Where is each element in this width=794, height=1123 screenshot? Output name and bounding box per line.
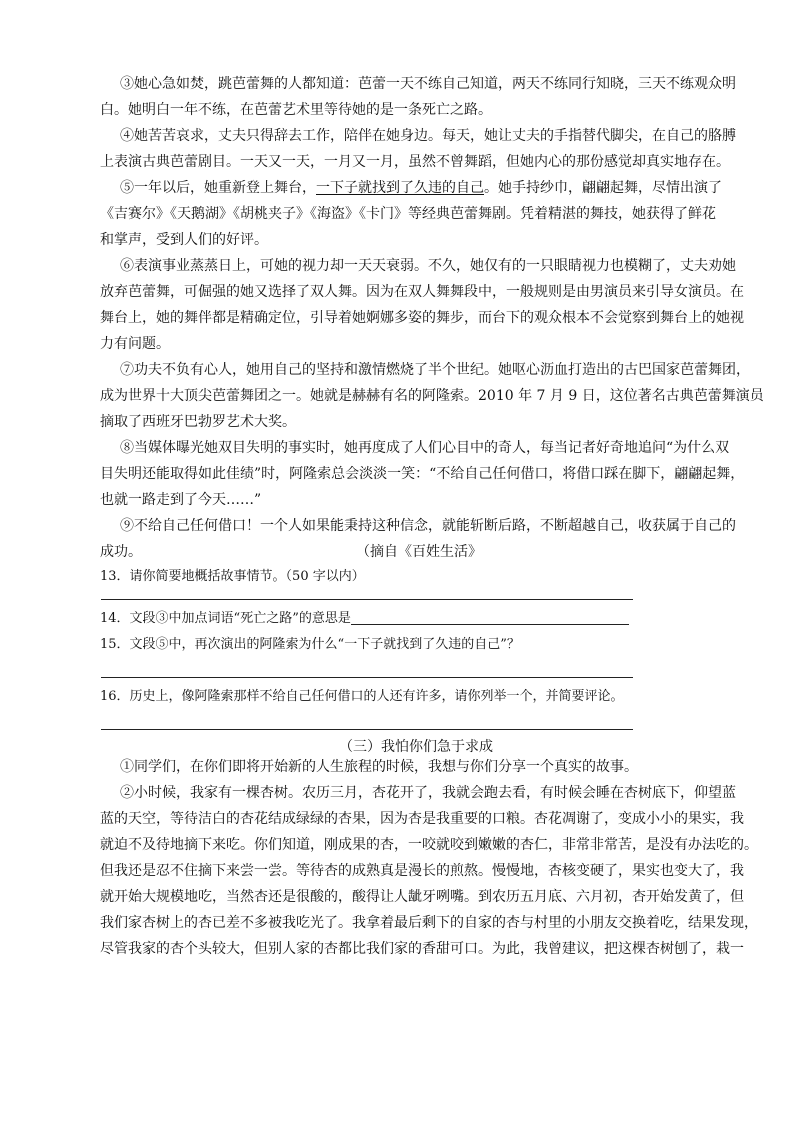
p5-text-a: ⑤一年以后，她重新登上舞台， [120, 180, 316, 196]
question-16: 16．历史上，像阿隆索那样不给自己任何借口的人还有许多，请你列举一个，并简要评论。 [100, 689, 624, 704]
p6-line-3: 舞台上，她的舞伴都是精确定位，引导着她婀娜多姿的舞步，而台下的观众根本不会觉察到舞台上的她视 [100, 310, 744, 326]
p4-line-2: 上表演古典芭蕾剧目。一天又一天，一月又一月，虽然不曾舞蹈，但她内心的那份感觉却真实地存在。 [100, 154, 730, 170]
p3-2-line-1: ②小时候，我家有一棵杏树。农历三月，杏花开了，我就会跑去看，有时候会睡在杏树底下，仰望蓝 [120, 785, 736, 801]
question-14-text: 14．文段③中加点词语“死亡之路”的意思是 [100, 611, 351, 626]
p3-2-line-6: 我们家杏树上的杏已差不多被我吃光了。我拿着最后剩下的自家的杏与村里的小朋友交换着吃，结果发现， [100, 915, 758, 931]
p3-2-line-2: 蓝的天空，等待洁白的杏花结成绿绿的杏果，因为杏是我重要的口粮。杏花凋谢了，变成小小的果实，我 [100, 811, 744, 827]
p9-line-1: ⑨不给自己任何借口！一个人如果能秉持这种信念，就能斩断后路，不断超越自己，收获属于自己的 [120, 518, 736, 534]
underlined-phrase: 一下子就找到了久违的自己 [316, 180, 484, 196]
p6-line-1: ⑥表演事业蒸蒸日上，可她的视力却一天天衰弱。不久，她仅有的一只眼睛视力也模糊了，丈夫劝她 [120, 258, 736, 274]
p3-line-2: 白。她明白一年不练，在芭蕾艺术里等待她的是一条死亡之路。 [100, 102, 492, 118]
answer-line-16[interactable] [101, 729, 633, 730]
p3-2-line-5: 就开始大规模地吃，当然杏还是很酸的，酸得让人龇牙咧嘴。到农历五月底、六月初，杏开始发黄了，但 [100, 889, 744, 905]
p7-line-2: 成为世界十大顶尖芭蕾舞团之一。她就是赫赫有名的阿隆索。2010 年 7 月 9 日，这位著名古典芭蕾舞演员 [100, 388, 764, 404]
question-14 [100, 610, 700, 628]
p5-line-2: 《吉赛尔》《天鹅湖》《胡桃夹子》《海盗》《卡门》等经典芭蕾舞剧。凭着精湛的舞技，她获得了鲜花 [100, 206, 716, 222]
p3-2-line-7: 尽管我家的杏个头较大，但别人家的杏都比我们家的香甜可口。为此，我曾建议，把这棵杏树刨了，栽一 [100, 941, 744, 957]
section-title: （三）我怕你们急于求成 [339, 739, 493, 755]
p3-1-line-1: ①同学们，在你们即将开始新的人生旅程的时候，我想与你们分享一个真实的故事。 [120, 759, 638, 775]
p3-2-line-4: 但我还是忍不住摘下来尝一尝。等待杏的成熟真是漫长的煎熬。慢慢地，杏核变硬了，果实也变大了，我 [100, 863, 744, 879]
question-13: 13．请你简要地概括故事情节。（50 字以内） [100, 569, 365, 584]
p5-text-b: 。她手持纱巾，翩翩起舞，尽情出演了 [484, 180, 722, 196]
answer-line-14[interactable] [351, 610, 629, 625]
p6-line-4: 力有问题。 [100, 336, 170, 352]
p9-text: 成功。 [100, 544, 142, 560]
p3-2-line-3: 就迫不及待地摘下来吃。你们知道，刚成果的杏，一咬就咬到嫩嫩的杏仁，非常非常苦，是没有办法吃的。 [100, 837, 758, 853]
answer-line-15[interactable] [101, 677, 633, 678]
p8-line-1: ⑧当媒体曝光她双目失明的事实时，她再度成了人们心目中的奇人，每当记者好奇地追问“为什么双 [120, 440, 730, 456]
answer-line-13[interactable] [101, 599, 633, 600]
p5-line-3: 和掌声，受到人们的好评。 [100, 232, 268, 248]
p6-line-2: 放弃芭蕾舞，可倔强的她又选择了双人舞。因为在双人舞舞段中，一般规则是由男演员来引导女演员。在 [100, 284, 744, 300]
p4-line-1: ④她苦苦哀求，丈夫只得辞去工作，陪伴在她身边。每天，她让丈夫的手指替代脚尖，在自己的胳膊 [120, 128, 736, 144]
p8-line-3: 也就一路走到了今天……” [100, 492, 262, 508]
p3-line-1: ③她心急如焚，跳芭蕾舞的人都知道：芭蕾一天不练自己知道，两天不练同行知晓，三天不练观众明 [120, 76, 736, 92]
p7-line-1: ⑦功夫不负有心人，她用自己的坚持和激情燃烧了半个世纪。她呕心沥血打造出的古巴国家芭蕾舞团， [120, 362, 750, 378]
question-15: 15．文段⑤中，再次演出的阿隆索为什么“一下子就找到了久违的自己”？ [100, 637, 520, 652]
source-citation: （摘自《百姓生活》 [356, 544, 482, 560]
p5-line-1 [120, 179, 720, 197]
p7-line-3: 摘取了西班牙巴勃罗艺术大奖。 [100, 414, 296, 430]
p8-line-2: 目失明还能取得如此佳绩”时，阿隆索总会淡淡一笑：“不给自己任何借口，将借口踩在脚下，翩翩起舞， [100, 466, 745, 482]
